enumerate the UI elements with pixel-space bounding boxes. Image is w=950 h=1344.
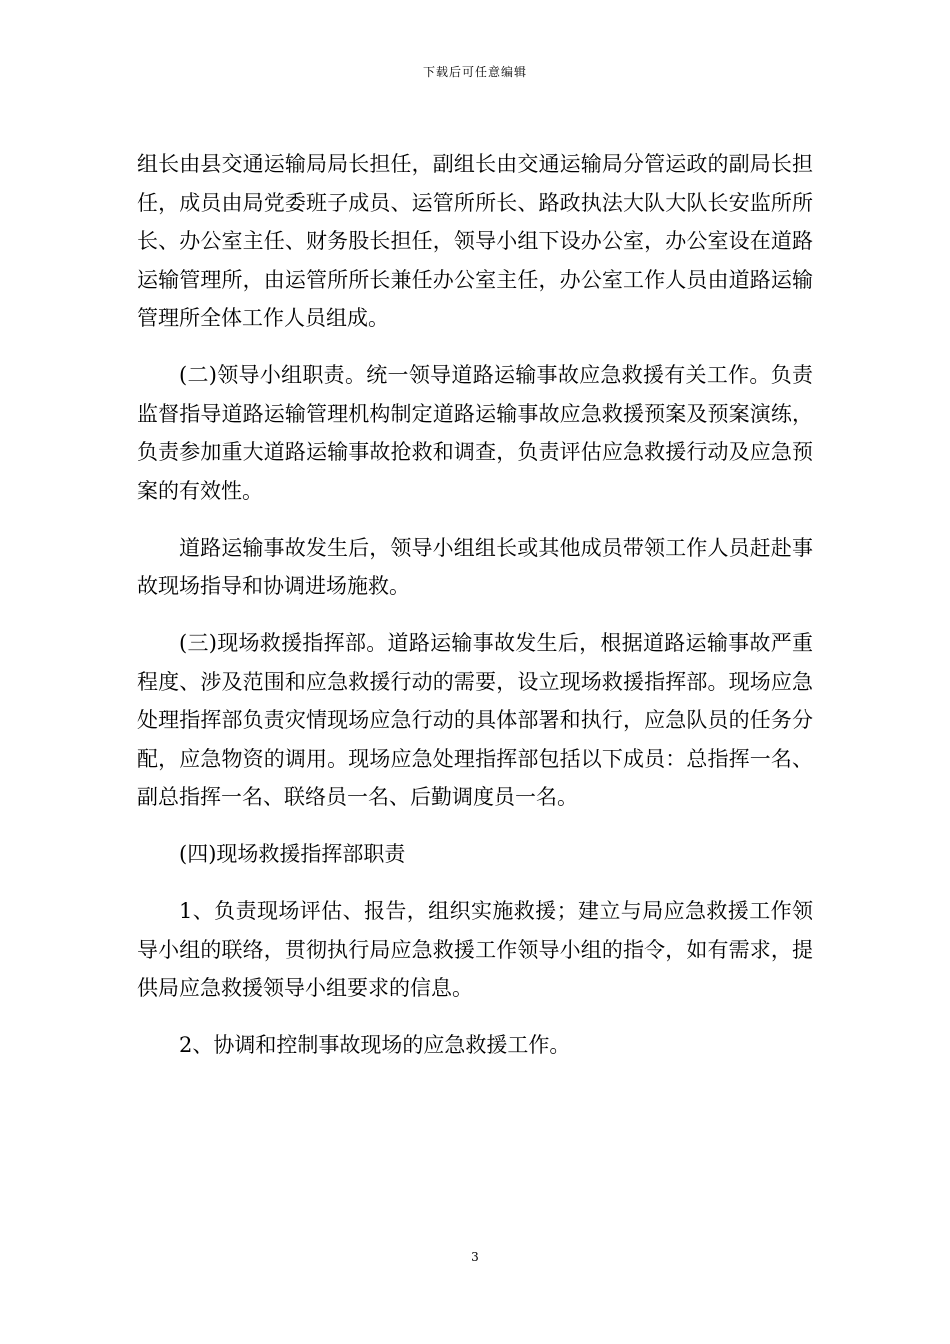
paragraph-leadership-duties: (二)领导小组职责。统一领导道路运输事故应急救援有关工作。负责监督指导道路运输管理机构制定道路运输事故应急救援预案及预案演练，负责参加重大道路运输事故抢救和调查，负责评估应急救援行动及应急预案的有效性。 [137, 363, 813, 503]
paragraph-command-duties-heading: (四)现场救援指挥部职责 [179, 842, 406, 866]
document-body [137, 145, 813, 1083]
paragraph-duty-2: 2、协调和控制事故现场的应急救援工作。 [179, 1033, 571, 1057]
paragraph-duty-1: 1、负责现场评估、报告，组织实施救援；建立与局应急救援工作领导小组的联络，贯彻执行局应急救援工作领导小组的指令，如有需求，提供局应急救援领导小组要求的信息。 [137, 899, 813, 1000]
page-header: 下载后可任意编辑 [422, 65, 527, 79]
paragraph-onsite-command: (三)现场救援指挥部。道路运输事故发生后，根据道路运输事故严重程度、涉及范围和应急救援行动的需要，设立现场救援指挥部。现场应急处理指挥部负责灾情现场应急行动的具体部署和执行，应急队员的任务分配，应急物资的调用。现场应急处理指挥部包括以下成员：总指挥一名、副总指挥一名、联络员一名、后勤调度员一名。 [137, 631, 813, 809]
paragraph-leadership-composition: 组长由县交通运输局局长担任，副组长由交通运输局分管运政的副局长担任，成员由局党委班子成员、运管所所长、路政执法大队大队长安监所所长、办公室主任、财务股长担任，领导小组下设办公室，办公室设在道路运输管理所，由运管所所长兼任办公室主任，办公室工作人员由道路运输管理所全体工作人员组成。 [137, 152, 813, 330]
page-number: 3 [471, 1250, 479, 1264]
paragraph-after-accident: 道路运输事故发生后，领导小组组长或其他成员带领工作人员赶赴事故现场指导和协调进场施救。 [137, 535, 813, 598]
